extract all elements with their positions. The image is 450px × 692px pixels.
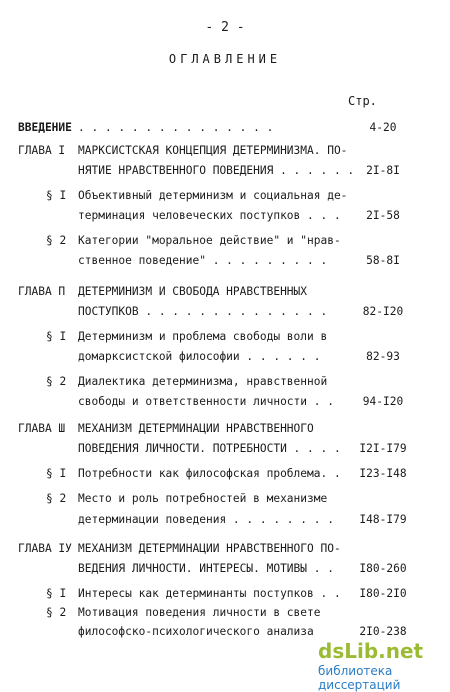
toc-text: Детерминизм и проблема свободы воли в bbox=[78, 330, 328, 343]
toc-label-section: § I bbox=[46, 467, 67, 480]
watermark-logo bbox=[318, 639, 450, 692]
toc-text: ВЕДЕНИЯ ЛИЧНОСТИ. ИНТЕРЕСЫ. МОТИВЫ . . bbox=[78, 562, 334, 575]
toc-text: Диалектика детерминизма, нравственной bbox=[78, 375, 328, 388]
toc-text: . . . . . . . . . . . . . . . bbox=[78, 121, 274, 134]
toc-text: Место и роль потребностей в механизме bbox=[78, 492, 328, 505]
toc-page: 82-93 bbox=[366, 350, 400, 363]
page-column-header: Стр. bbox=[348, 94, 377, 108]
toc-text: Категории "моральное действие" и "нрав- bbox=[78, 234, 341, 247]
toc-text: МАРКСИСТСКАЯ КОНЦЕПЦИЯ ДЕТЕРМИНИЗМА. ПО- bbox=[78, 144, 348, 157]
toc-page: I23-I48 bbox=[359, 467, 407, 480]
toc-text: детерминации поведения . . . . . . . . bbox=[78, 513, 334, 526]
toc-text: НЯТИЕ НРАВСТВЕННОГО ПОВЕДЕНИЯ . . . . . . bbox=[78, 164, 355, 177]
toc-page: I80-260 bbox=[359, 562, 407, 575]
toc-label-section: § 2 bbox=[46, 234, 67, 247]
toc-text: МЕХАНИЗМ ДЕТЕРМИНАЦИИ НРАВСТВЕННОГО bbox=[78, 422, 314, 435]
toc-text: ственное поведение" . . . . . . . . . bbox=[78, 254, 328, 267]
toc-page: 82-I20 bbox=[362, 305, 404, 318]
toc-text: Потребности как философская проблема. . bbox=[78, 467, 341, 480]
toc-text: свободы и ответственности личности . . bbox=[78, 395, 334, 408]
toc-page: 94-I20 bbox=[362, 395, 404, 408]
watermark-site: dsLib.net bbox=[318, 639, 424, 663]
toc-page: I80-2I0 bbox=[359, 587, 407, 600]
toc-page: I2I-I79 bbox=[359, 442, 407, 455]
page-number: - 2 - bbox=[205, 20, 245, 35]
toc-text: ДЕТЕРМИНИЗМ И СВОБОДА НРАВСТВЕННЫХ bbox=[78, 285, 308, 298]
toc-label-chapter-4: ГЛАВА IУ bbox=[18, 542, 72, 555]
page-title: ОГЛАВЛЕНИЕ bbox=[168, 52, 282, 66]
toc-text: Мотивация поведения личности в свете bbox=[78, 606, 321, 619]
toc-label-chapter-3: ГЛАВА Ш bbox=[18, 422, 66, 435]
toc-label-chapter-2: ГЛАВА П bbox=[18, 285, 66, 298]
toc-text: домарксистской философии . . . . . . bbox=[78, 350, 321, 363]
toc-page: 2I0-238 bbox=[359, 625, 407, 638]
toc-label-section: § 2 bbox=[46, 375, 67, 388]
toc-page: I48-I79 bbox=[359, 513, 407, 526]
toc-label-section: § 2 bbox=[46, 492, 67, 505]
toc-label-chapter-1: ГЛАВА I bbox=[18, 144, 66, 157]
toc-label-section: § I bbox=[46, 189, 67, 202]
toc-page: 4-20 bbox=[369, 121, 397, 134]
toc-page: 58-8I bbox=[366, 254, 400, 267]
toc-label-section: § 2 bbox=[46, 606, 67, 619]
toc-label-section: § I bbox=[46, 330, 67, 343]
toc-text: философско-психологического анализа bbox=[78, 625, 314, 638]
toc-page: 2I-8I bbox=[366, 164, 400, 177]
toc-text: МЕХАНИЗМ ДЕТЕРМИНАЦИИ НРАВСТВЕННОГО ПО- bbox=[78, 542, 341, 555]
toc-label-intro: ВВЕДЕНИЕ bbox=[18, 121, 72, 134]
toc-text: Интересы как детерминанты поступков . . bbox=[78, 587, 341, 600]
toc-text: ПОВЕДЕНИЯ ЛИЧНОСТИ. ПОТРЕБНОСТИ . . . . bbox=[78, 442, 341, 455]
toc-text: ПОСТУПКОВ . . . . . . . . . . . . . . bbox=[78, 305, 328, 318]
toc-text: терминация человеческих поступков . . . bbox=[78, 209, 341, 222]
toc-label-section: § I bbox=[46, 587, 67, 600]
toc-text: Объективный детерминизм и социальная де- bbox=[78, 189, 348, 202]
toc-page: 2I-58 bbox=[366, 209, 400, 222]
watermark-subtitle: библиотека диссертаций bbox=[318, 664, 401, 692]
